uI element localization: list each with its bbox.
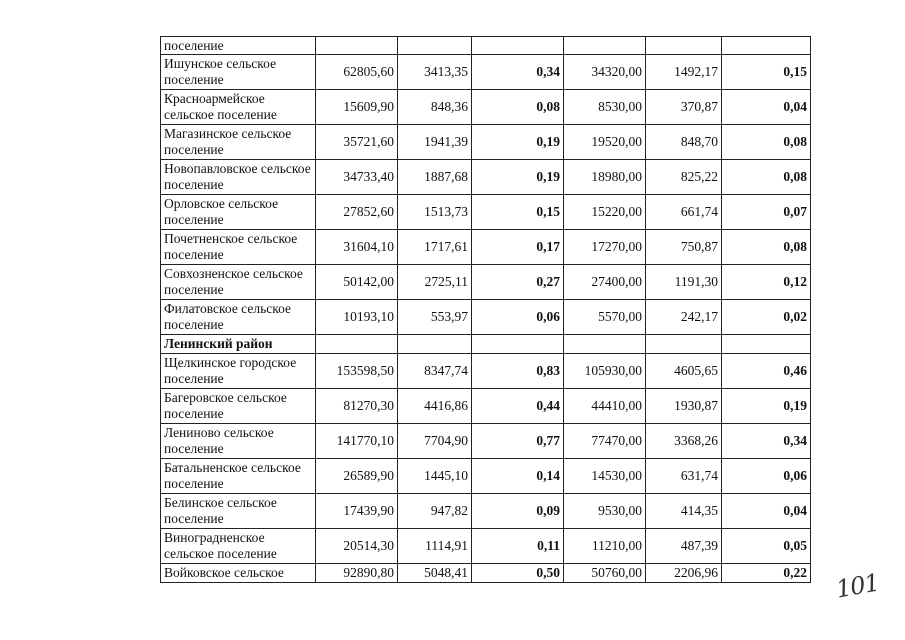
cell-value: 1114,91 <box>398 529 472 564</box>
cell-value: 661,74 <box>646 195 722 230</box>
cell-value: 50760,00 <box>564 564 646 583</box>
cell-share: 0,34 <box>722 424 811 459</box>
cell-value: 141770,10 <box>316 424 398 459</box>
cell-value: 77470,00 <box>564 424 646 459</box>
cell-share: 0,14 <box>472 459 564 494</box>
table-row <box>161 494 811 529</box>
table-row <box>161 354 811 389</box>
cell-value: 44410,00 <box>564 389 646 424</box>
settlement-name: Новопавловское сельское поселение <box>161 160 316 195</box>
cell-share: 0,19 <box>472 160 564 195</box>
cell-share: 0,77 <box>472 424 564 459</box>
cell-share: 0,34 <box>472 55 564 90</box>
cell-value: 105930,00 <box>564 354 646 389</box>
cell-value: 9530,00 <box>564 494 646 529</box>
cell-value: 27852,60 <box>316 195 398 230</box>
cell-value: 1513,73 <box>398 195 472 230</box>
cell-value: 947,82 <box>398 494 472 529</box>
cell-share: 0,08 <box>722 160 811 195</box>
settlement-name: Виноградненское сельское поселение <box>161 529 316 564</box>
cell-value: 1492,17 <box>646 55 722 90</box>
cell-share: 0,22 <box>722 564 811 583</box>
cell-value: 62805,60 <box>316 55 398 90</box>
cell-value: 370,87 <box>646 90 722 125</box>
table-row <box>161 424 811 459</box>
cell-share: 0,12 <box>722 265 811 300</box>
cell-share: 0,46 <box>722 354 811 389</box>
cell-share: 0,09 <box>472 494 564 529</box>
table-row <box>161 459 811 494</box>
cell-share: 0,04 <box>722 494 811 529</box>
cell-value: 5048,41 <box>398 564 472 583</box>
cell-value <box>398 37 472 55</box>
cell-share: 0,05 <box>722 529 811 564</box>
cell-share <box>472 335 564 354</box>
settlement-name: Войковское сельское <box>161 564 316 583</box>
cell-value: 8530,00 <box>564 90 646 125</box>
settlement-name: Белинское сельское поселение <box>161 494 316 529</box>
cell-value: 153598,50 <box>316 354 398 389</box>
cell-value <box>646 37 722 55</box>
cell-share: 0,15 <box>722 55 811 90</box>
cell-value <box>316 37 398 55</box>
cell-share: 0,19 <box>472 125 564 160</box>
cell-value: 7704,90 <box>398 424 472 459</box>
handwritten-page-number: 101 <box>833 568 881 604</box>
cell-value: 27400,00 <box>564 265 646 300</box>
cell-value: 34733,40 <box>316 160 398 195</box>
cell-value: 19520,00 <box>564 125 646 160</box>
table-row <box>161 90 811 125</box>
table-row <box>161 37 811 55</box>
cell-value: 848,36 <box>398 90 472 125</box>
cell-value: 1445,10 <box>398 459 472 494</box>
cell-value: 10193,10 <box>316 300 398 335</box>
table-row <box>161 389 811 424</box>
cell-value: 242,17 <box>646 300 722 335</box>
cell-share: 0,50 <box>472 564 564 583</box>
cell-value: 631,74 <box>646 459 722 494</box>
cell-value: 750,87 <box>646 230 722 265</box>
cell-value: 15609,90 <box>316 90 398 125</box>
table-row <box>161 230 811 265</box>
cell-share: 0,06 <box>472 300 564 335</box>
settlement-name: Ишунское сельское поселение <box>161 55 316 90</box>
cell-value <box>564 335 646 354</box>
cell-value: 18980,00 <box>564 160 646 195</box>
settlement-name: Батальненское сельское поселение <box>161 459 316 494</box>
cell-share: 0,08 <box>722 230 811 265</box>
district-header-row <box>161 335 811 354</box>
cell-value: 1941,39 <box>398 125 472 160</box>
table-row <box>161 160 811 195</box>
cell-value <box>316 335 398 354</box>
cell-value: 3368,26 <box>646 424 722 459</box>
cell-value <box>564 37 646 55</box>
cell-share: 0,83 <box>472 354 564 389</box>
table-row <box>161 529 811 564</box>
cell-value: 8347,74 <box>398 354 472 389</box>
cell-share: 0,04 <box>722 90 811 125</box>
cell-value: 1930,87 <box>646 389 722 424</box>
cell-share: 0,17 <box>472 230 564 265</box>
cell-value: 414,35 <box>646 494 722 529</box>
cell-share <box>472 37 564 55</box>
cell-value: 81270,30 <box>316 389 398 424</box>
cell-share: 0,08 <box>472 90 564 125</box>
cell-value: 35721,60 <box>316 125 398 160</box>
cell-value: 487,39 <box>646 529 722 564</box>
settlement-name: Магазинское сельское поселение <box>161 125 316 160</box>
settlement-name: Багеровское сельское поселение <box>161 389 316 424</box>
cell-share: 0,07 <box>722 195 811 230</box>
settlement-name: Лениново сельское поселение <box>161 424 316 459</box>
cell-value: 825,22 <box>646 160 722 195</box>
data-table <box>160 36 811 583</box>
cell-share: 0,02 <box>722 300 811 335</box>
cell-share: 0,11 <box>472 529 564 564</box>
cell-share: 0,44 <box>472 389 564 424</box>
cell-value: 26589,90 <box>316 459 398 494</box>
cell-value: 1191,30 <box>646 265 722 300</box>
settlement-name: Совхозненское сельское поселение <box>161 265 316 300</box>
cell-value: 5570,00 <box>564 300 646 335</box>
cell-share: 0,08 <box>722 125 811 160</box>
cell-share: 0,19 <box>722 389 811 424</box>
cell-value: 848,70 <box>646 125 722 160</box>
cell-share: 0,15 <box>472 195 564 230</box>
settlement-name: Почетненское сельское поселение <box>161 230 316 265</box>
cell-value: 31604,10 <box>316 230 398 265</box>
cell-value: 2725,11 <box>398 265 472 300</box>
cell-value: 11210,00 <box>564 529 646 564</box>
cell-value: 1887,68 <box>398 160 472 195</box>
cell-value: 17270,00 <box>564 230 646 265</box>
cell-value <box>398 335 472 354</box>
cell-share: 0,27 <box>472 265 564 300</box>
cell-value: 2206,96 <box>646 564 722 583</box>
cell-value: 14530,00 <box>564 459 646 494</box>
cell-value: 20514,30 <box>316 529 398 564</box>
table-row <box>161 300 811 335</box>
cell-value: 50142,00 <box>316 265 398 300</box>
table-row <box>161 55 811 90</box>
district-name: Ленинский район <box>161 335 316 354</box>
settlement-name: Филатовское сельское поселение <box>161 300 316 335</box>
cell-value: 34320,00 <box>564 55 646 90</box>
cell-value: 1717,61 <box>398 230 472 265</box>
cell-value: 3413,35 <box>398 55 472 90</box>
table-row <box>161 564 811 583</box>
cell-value: 553,97 <box>398 300 472 335</box>
cell-value <box>646 335 722 354</box>
cell-value: 17439,90 <box>316 494 398 529</box>
settlement-name: Красноармейское сельское поселение <box>161 90 316 125</box>
cell-value: 4605,65 <box>646 354 722 389</box>
cell-value: 15220,00 <box>564 195 646 230</box>
cell-share <box>722 37 811 55</box>
cell-share: 0,06 <box>722 459 811 494</box>
cell-value: 4416,86 <box>398 389 472 424</box>
cell-share <box>722 335 811 354</box>
settlement-name: поселение <box>161 37 316 55</box>
settlement-name: Щелкинское городское поселение <box>161 354 316 389</box>
table-row <box>161 195 811 230</box>
table-row <box>161 125 811 160</box>
cell-value: 92890,80 <box>316 564 398 583</box>
table-row <box>161 265 811 300</box>
settlement-name: Орловское сельское поселение <box>161 195 316 230</box>
